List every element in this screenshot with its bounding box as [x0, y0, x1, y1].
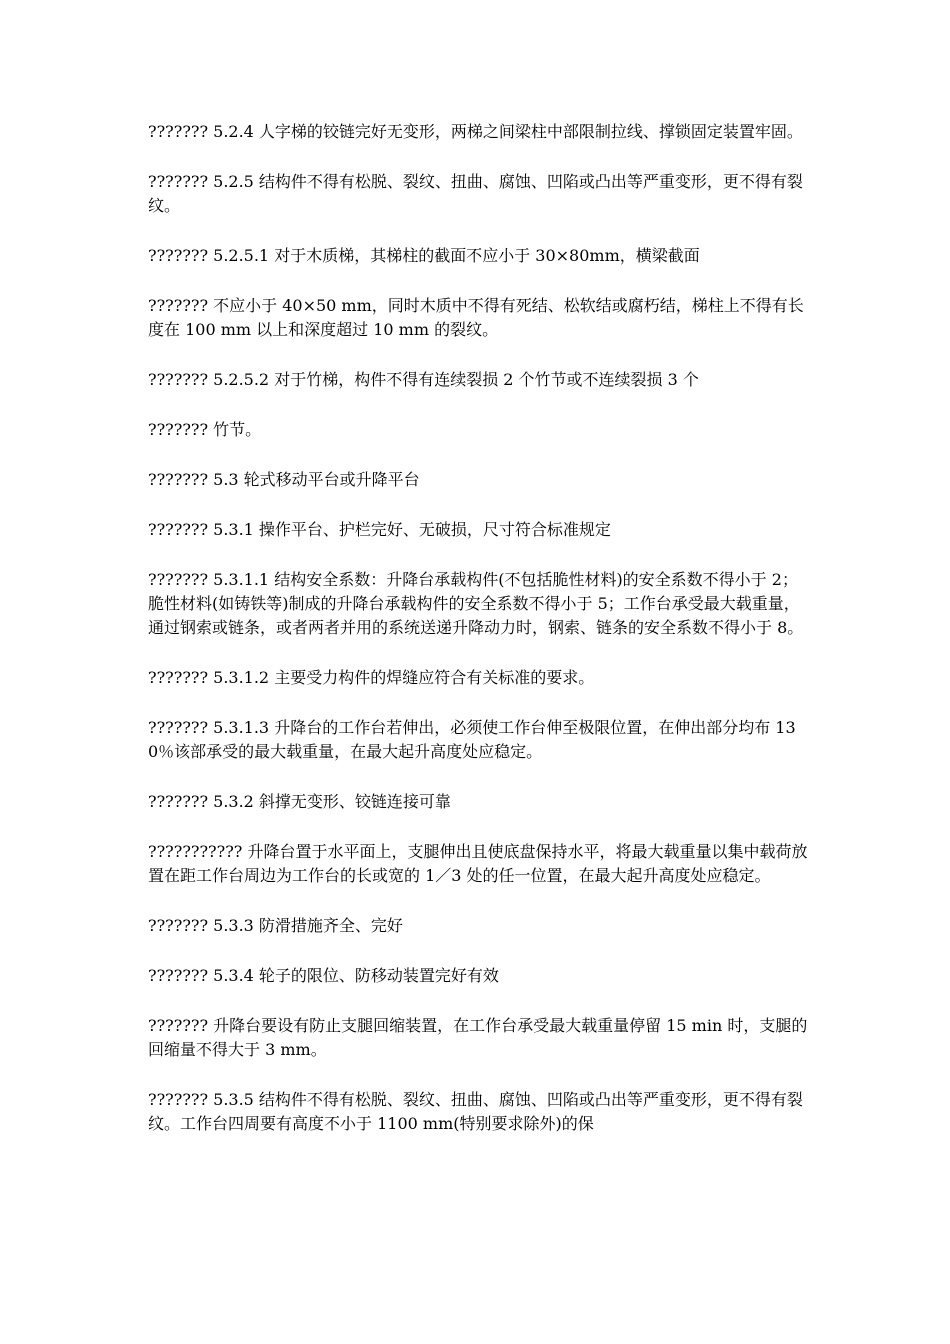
heading-5-3: ??????? 5.3 轮式移动平台或升降平台 [148, 470, 420, 489]
paragraph-5-3-2: ??????? 5.3.2 斜撑无变形、铰链连接可靠 [148, 792, 451, 811]
paragraph-5-2-5: ??????? 5.2.5 结构件不得有松脱、裂纹、扭曲、腐蚀、凹陷或凸出等严重变形，更不得有裂纹。 [148, 172, 803, 215]
paragraph-5-2-5-2-cont: ??????? 竹节。 [148, 420, 262, 439]
paragraph-5-3-1-2: ??????? 5.3.1.2 主要受力构件的焊缝应符合有关标准的要求。 [148, 668, 595, 687]
paragraph-5-2-5-1: ??????? 5.2.5.1 对于木质梯，其梯柱的截面不应小于 30×80mm，横梁截面 [148, 246, 700, 265]
document-body [148, 120, 808, 1162]
paragraph-5-2-4: ??????? 5.2.4 人字梯的铰链完好无变形，两梯之间梁柱中部限制拉线、撑锁固定装置牢固。 [148, 122, 803, 141]
paragraph-5-3-1-1: ??????? 5.3.1.1 结构安全系数：升降台承载构件(不包括脆性材料)的安全系数不得小于 2；脆性材料(如铸铁等)制成的升降台承载构件的安全系数不得小于 5；工作台承受最大载重量，通过钢索或链条，或者两者并用的系统送递升降动力时，钢索、链条的安全系数不得小于 8。 [148, 570, 804, 637]
paragraph-5-3-1-3: ??????? 5.3.1.3 升降台的工作台若伸出，必须使工作台伸至极限位置，在伸出部分均布 130％该部承受的最大载重量，在最大起升高度处应稳定。 [148, 718, 796, 761]
paragraph-5-2-5-2: ??????? 5.2.5.2 对于竹梯，构件不得有连续裂损 2 个竹节或不连续裂损 3 个 [148, 370, 699, 389]
paragraph-5-3-4: ??????? 5.3.4 轮子的限位、防移动装置完好有效 [148, 966, 499, 985]
paragraph-5-3-4-detail: ??????? 升降台要设有防止支腿回缩装置，在工作台承受最大载重量停留 15 min 时，支腿的回缩量不得大于 3 mm。 [148, 1016, 808, 1059]
paragraph-5-2-5-1-cont: ??????? 不应小于 40×50 mm，同时木质中不得有死结、松软结或腐朽结，梯柱上不得有长度在 100 mm 以上和深度超过 10 mm 的裂纹。 [148, 296, 804, 339]
paragraph-5-3-2-detail: ??????????? 升降台置于水平面上，支腿伸出且使底盘保持水平，将最大载重量以集中载荷放置在距工作台周边为工作台的长或宽的 1／3 处的任一位置，在最大起升高度处应稳定。 [148, 842, 808, 885]
paragraph-5-3-3: ??????? 5.3.3 防滑措施齐全、完好 [148, 916, 403, 935]
paragraph-5-3-5: ??????? 5.3.5 结构件不得有松脱、裂纹、扭曲、腐蚀、凹陷或凸出等严重变形，更不得有裂纹。工作台四周要有高度不小于 1100 mm(特别要求除外)的保 [148, 1090, 803, 1133]
paragraph-5-3-1: ??????? 5.3.1 操作平台、护栏完好、无破损，尺寸符合标准规定 [148, 520, 611, 539]
